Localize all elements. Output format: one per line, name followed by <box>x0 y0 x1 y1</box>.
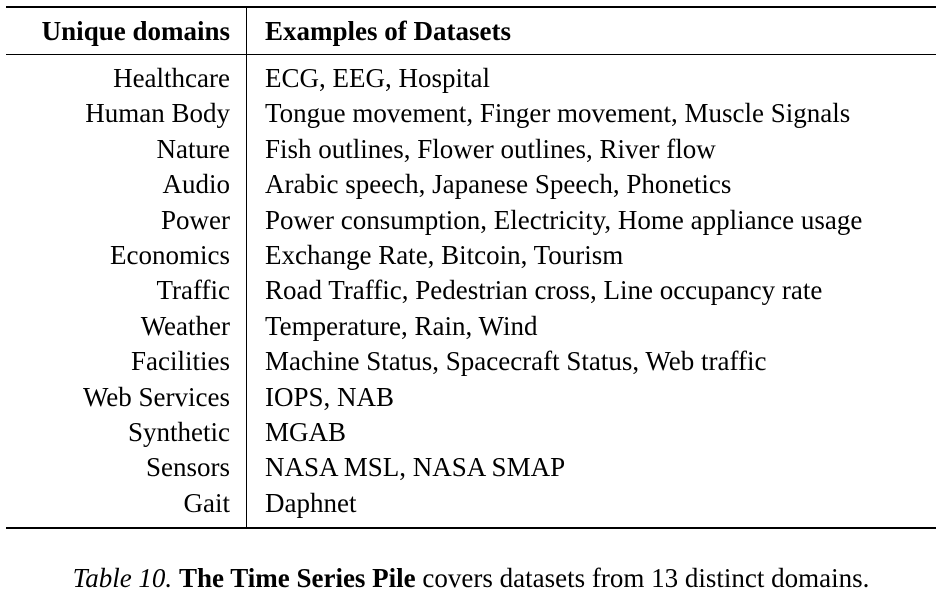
table-bottom-rule <box>6 527 936 529</box>
table-row <box>6 61 936 96</box>
examples-cell: Arabic speech, Japanese Speech, Phonetics <box>265 169 732 200</box>
domain-cell: Traffic <box>6 273 247 308</box>
header-examples-of-datasets: Examples of Datasets <box>265 16 511 46</box>
header-unique-domains: Unique domains <box>6 8 247 54</box>
table-row <box>6 238 936 273</box>
table-caption <box>0 561 942 595</box>
table-row <box>6 450 936 485</box>
examples-cell: MGAB <box>265 417 347 448</box>
examples-cell: Road Traffic, Pedestrian cross, Line occupancy rate <box>265 275 823 306</box>
caption-text: covers datasets from 13 distinct domains. <box>415 563 870 593</box>
table-row <box>6 167 936 202</box>
examples-cell: Fish outlines, Flower outlines, River flow <box>265 133 716 164</box>
examples-cell: Tongue movement, Finger movement, Muscle Signals <box>265 98 851 129</box>
examples-cell: Daphnet <box>265 487 357 518</box>
datasets-table-body <box>6 55 936 527</box>
domain-cell: Web Services <box>6 380 247 415</box>
examples-cell: Power consumption, Electricity, Home appliance usage <box>265 204 863 235</box>
domain-cell: Nature <box>6 132 247 167</box>
domain-cell: Human Body <box>6 96 247 131</box>
domain-cell: Power <box>6 203 247 238</box>
table-row <box>6 132 936 167</box>
table-row <box>6 203 936 238</box>
domain-cell: Synthetic <box>6 415 247 450</box>
domain-cell: Economics <box>6 238 247 273</box>
caption-label: Table 10. <box>72 563 173 593</box>
caption-bold-title: The Time Series Pile <box>178 563 416 593</box>
table-row <box>6 380 936 415</box>
domain-cell: Sensors <box>6 450 247 485</box>
examples-cell: Machine Status, Spacecraft Status, Web traffic <box>265 346 767 377</box>
examples-cell: NASA MSL, NASA SMAP <box>265 452 566 483</box>
domain-cell: Weather <box>6 309 247 344</box>
examples-cell: IOPS, NAB <box>265 381 395 412</box>
examples-cell: Temperature, Rain, Wind <box>265 310 538 341</box>
datasets-table-container <box>6 6 936 529</box>
domain-cell: Gait <box>6 486 247 521</box>
domain-cell: Audio <box>6 167 247 202</box>
table-header-row <box>6 8 936 54</box>
table-row <box>6 344 936 379</box>
datasets-table <box>6 8 936 54</box>
table-row <box>6 486 936 521</box>
examples-cell: ECG, EEG, Hospital <box>265 63 490 93</box>
table-row <box>6 273 936 308</box>
examples-cell: Exchange Rate, Bitcoin, Tourism <box>265 240 624 271</box>
table-row <box>6 309 936 344</box>
domain-cell: Facilities <box>6 344 247 379</box>
table-row <box>6 415 936 450</box>
domain-cell: Healthcare <box>6 61 247 96</box>
table-row <box>6 96 936 131</box>
